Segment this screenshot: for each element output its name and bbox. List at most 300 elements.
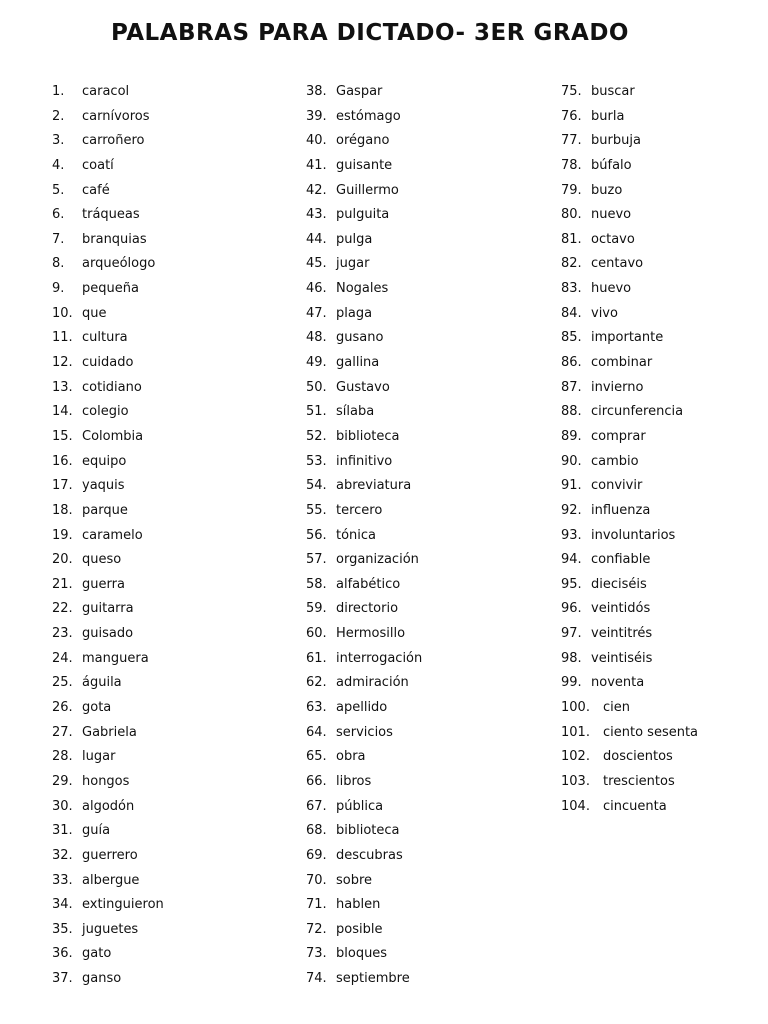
item-word: octavo — [591, 231, 635, 247]
item-word: pequeña — [82, 281, 139, 297]
item-number: 43. — [306, 207, 327, 223]
item-word: Gabriela — [82, 724, 137, 740]
item-word: hongos — [82, 773, 130, 789]
item-number: 65. — [306, 749, 327, 765]
word-item — [52, 499, 292, 524]
item-number: 26. — [52, 700, 73, 716]
word-item — [306, 105, 556, 130]
word-item — [52, 277, 292, 302]
word-item — [561, 277, 761, 302]
item-number: 31. — [52, 823, 73, 839]
word-item — [52, 918, 292, 943]
word-item — [561, 548, 761, 573]
word-item — [306, 252, 556, 277]
item-number: 56. — [306, 527, 327, 543]
item-number: 71. — [306, 897, 327, 913]
item-number: 42. — [306, 182, 327, 198]
item-word: libros — [336, 773, 372, 789]
item-word: jugar — [336, 256, 370, 272]
word-item — [52, 622, 292, 647]
item-number: 78. — [561, 157, 582, 173]
item-number: 33. — [52, 872, 73, 888]
word-item — [306, 326, 556, 351]
item-word: búfalo — [591, 157, 632, 173]
word-item — [306, 376, 556, 401]
item-word: apellido — [336, 700, 388, 716]
item-number: 38. — [306, 84, 327, 99]
item-number: 14. — [52, 404, 73, 420]
word-item — [52, 302, 292, 327]
word-item — [561, 499, 761, 524]
item-number: 27. — [52, 724, 73, 740]
item-word: albergue — [82, 872, 140, 888]
word-item — [52, 203, 292, 228]
item-word: cultura — [82, 330, 128, 346]
item-number: 9. — [52, 281, 65, 297]
item-word: Nogales — [336, 281, 389, 297]
item-word: tráqueas — [82, 207, 140, 223]
word-item — [306, 869, 556, 894]
item-word: gota — [82, 700, 112, 716]
item-number: 18. — [52, 502, 73, 518]
item-number: 12. — [52, 355, 73, 371]
word-item — [52, 129, 292, 154]
item-number: 55. — [306, 502, 327, 518]
item-word: Gaspar — [336, 84, 383, 99]
item-word: yaquis — [82, 478, 125, 494]
word-item — [52, 179, 292, 204]
item-number: 6. — [52, 207, 65, 223]
item-word: posible — [336, 921, 383, 937]
item-number: 41. — [306, 157, 327, 173]
word-item — [52, 942, 292, 967]
item-number: 29. — [52, 773, 73, 789]
word-item — [306, 302, 556, 327]
item-word: veintidós — [591, 601, 651, 617]
item-word: Gustavo — [336, 379, 390, 395]
item-number: 48. — [306, 330, 327, 346]
word-item — [52, 597, 292, 622]
item-word: Hermosillo — [336, 626, 406, 642]
word-item — [561, 770, 761, 795]
item-word: equipo — [82, 453, 127, 469]
item-word: pulga — [336, 231, 373, 247]
word-item — [306, 129, 556, 154]
word-item — [561, 647, 761, 672]
word-item — [306, 647, 556, 672]
item-word: descubras — [336, 847, 403, 863]
item-number: 67. — [306, 798, 327, 814]
item-word: parque — [82, 502, 128, 518]
item-word: cambio — [591, 453, 639, 469]
item-word: queso — [82, 552, 122, 568]
word-item — [52, 869, 292, 894]
item-word: caramelo — [82, 527, 143, 543]
word-item — [52, 425, 292, 450]
item-number: 7. — [52, 231, 65, 247]
item-number: 47. — [306, 305, 327, 321]
item-word: algodón — [82, 798, 135, 814]
item-word: sobre — [336, 872, 373, 888]
word-item — [561, 671, 761, 696]
item-word: lugar — [82, 749, 116, 765]
item-number: 24. — [52, 650, 73, 666]
word-item — [561, 129, 761, 154]
item-number: 2. — [52, 108, 65, 124]
word-item — [52, 696, 292, 721]
item-word: buzo — [591, 182, 623, 198]
item-number: 81. — [561, 231, 582, 247]
item-number: 8. — [52, 256, 65, 272]
item-number: 34. — [52, 897, 73, 913]
word-item — [52, 967, 292, 992]
item-number: 73. — [306, 946, 327, 962]
item-word: cotidiano — [82, 379, 142, 395]
item-word: invierno — [591, 379, 644, 395]
word-item — [306, 351, 556, 376]
item-word: importante — [591, 330, 664, 346]
item-word: coatí — [82, 157, 114, 173]
item-word: burla — [591, 108, 625, 124]
item-number: 19. — [52, 527, 73, 543]
item-word: huevo — [591, 281, 632, 297]
item-number: 103. — [561, 773, 590, 789]
item-word: arqueólogo — [82, 256, 156, 272]
item-number: 90. — [561, 453, 582, 469]
item-word: guerra — [82, 576, 125, 592]
item-word: tónica — [336, 527, 377, 543]
item-number: 25. — [52, 675, 73, 691]
item-number: 85. — [561, 330, 582, 346]
item-word: Guillermo — [336, 182, 399, 198]
item-number: 60. — [306, 626, 327, 642]
item-number: 40. — [306, 133, 327, 149]
word-item — [52, 105, 292, 130]
item-number: 100. — [561, 700, 590, 716]
item-number: 46. — [306, 281, 327, 297]
item-word: guisante — [336, 157, 393, 173]
word-item — [561, 400, 761, 425]
item-number: 5. — [52, 182, 65, 198]
word-item — [306, 80, 556, 105]
item-word: abreviatura — [336, 478, 412, 494]
item-word: trescientos — [603, 773, 675, 789]
word-item — [306, 524, 556, 549]
page-title: PALABRAS PARA DICTADO- 3ER GRADO — [110, 20, 629, 46]
item-number: 50. — [306, 379, 327, 395]
item-word: café — [82, 182, 110, 198]
word-item — [561, 154, 761, 179]
item-number: 51. — [306, 404, 327, 420]
item-word: bloques — [336, 946, 388, 962]
word-item — [306, 721, 556, 746]
word-item — [306, 893, 556, 918]
item-word: sílaba — [336, 404, 375, 420]
item-number: 57. — [306, 552, 327, 568]
word-item — [306, 942, 556, 967]
item-number: 98. — [561, 650, 582, 666]
item-word: doscientos — [603, 749, 673, 765]
item-word: cincuenta — [603, 798, 667, 814]
item-number: 16. — [52, 453, 73, 469]
word-item — [52, 548, 292, 573]
item-word: gato — [82, 946, 112, 962]
item-word: buscar — [591, 84, 635, 99]
item-number: 94. — [561, 552, 582, 568]
item-number: 70. — [306, 872, 327, 888]
item-word: centavo — [591, 256, 644, 272]
item-number: 93. — [561, 527, 582, 543]
item-word: nuevo — [591, 207, 632, 223]
item-word: cuidado — [82, 355, 134, 371]
word-item — [52, 376, 292, 401]
item-word: ganso — [82, 971, 122, 987]
word-item — [52, 721, 292, 746]
item-word: hablen — [336, 897, 381, 913]
item-word: alfabético — [336, 576, 401, 592]
word-item — [561, 105, 761, 130]
word-item — [561, 179, 761, 204]
item-word: cien — [603, 700, 630, 716]
word-item — [52, 326, 292, 351]
word-item — [306, 228, 556, 253]
item-number: 80. — [561, 207, 582, 223]
item-number: 79. — [561, 182, 582, 198]
item-number: 87. — [561, 379, 582, 395]
item-number: 1. — [52, 84, 65, 99]
item-word: circunferencia — [591, 404, 684, 420]
word-item — [561, 302, 761, 327]
item-number: 99. — [561, 675, 582, 691]
item-number: 61. — [306, 650, 327, 666]
item-word: dieciséis — [591, 576, 647, 592]
item-word: pública — [336, 798, 384, 814]
word-item — [306, 573, 556, 598]
item-number: 64. — [306, 724, 327, 740]
word-item — [52, 745, 292, 770]
item-number: 37. — [52, 971, 73, 987]
item-word: infinitivo — [336, 453, 393, 469]
item-word: guía — [82, 823, 111, 839]
word-item — [306, 967, 556, 992]
item-number: 74. — [306, 971, 327, 987]
word-item — [561, 795, 761, 820]
word-item — [52, 351, 292, 376]
item-word: vivo — [591, 305, 618, 321]
item-number: 39. — [306, 108, 327, 124]
item-word: gallina — [336, 355, 380, 371]
word-item — [561, 80, 761, 105]
word-item — [561, 351, 761, 376]
word-item — [52, 844, 292, 869]
item-number: 92. — [561, 502, 582, 518]
item-number: 28. — [52, 749, 73, 765]
item-number: 22. — [52, 601, 73, 617]
word-item — [306, 844, 556, 869]
item-word: branquias — [82, 231, 147, 247]
item-number: 4. — [52, 157, 65, 173]
item-number: 10. — [52, 305, 73, 321]
item-word: confiable — [591, 552, 651, 568]
item-number: 21. — [52, 576, 73, 592]
item-word: influenza — [591, 502, 651, 518]
word-item — [306, 918, 556, 943]
word-item — [561, 326, 761, 351]
word-item — [306, 400, 556, 425]
word-item — [561, 474, 761, 499]
item-number: 59. — [306, 601, 327, 617]
word-item — [306, 548, 556, 573]
item-word: ciento sesenta — [603, 724, 699, 740]
word-item — [52, 252, 292, 277]
item-number: 15. — [52, 428, 73, 444]
item-number: 66. — [306, 773, 327, 789]
word-item — [561, 745, 761, 770]
word-item — [561, 425, 761, 450]
item-word: guisado — [82, 626, 134, 642]
word-item — [52, 524, 292, 549]
item-word: organización — [336, 552, 419, 568]
item-number: 3. — [52, 133, 65, 149]
word-item — [306, 179, 556, 204]
item-number: 102. — [561, 749, 590, 765]
item-word: colegio — [82, 404, 129, 420]
item-number: 11. — [52, 330, 73, 346]
item-word: estómago — [336, 108, 401, 124]
item-word: noventa — [591, 675, 645, 691]
item-number: 91. — [561, 478, 582, 494]
item-word: carnívoros — [82, 108, 150, 124]
item-number: 69. — [306, 847, 327, 863]
item-number: 84. — [561, 305, 582, 321]
item-number: 77. — [561, 133, 582, 149]
word-item — [561, 228, 761, 253]
item-word: orégano — [336, 133, 390, 149]
item-word: comprar — [591, 428, 646, 444]
word-item — [306, 474, 556, 499]
item-number: 32. — [52, 847, 73, 863]
word-item — [306, 795, 556, 820]
item-word: águila — [82, 675, 122, 691]
word-item — [306, 745, 556, 770]
item-number: 58. — [306, 576, 327, 592]
item-word: involuntarios — [591, 527, 676, 543]
item-number: 68. — [306, 823, 327, 839]
item-number: 23. — [52, 626, 73, 642]
word-item — [306, 203, 556, 228]
word-item — [306, 696, 556, 721]
word-item — [306, 277, 556, 302]
item-word: pulguita — [336, 207, 390, 223]
word-item — [306, 154, 556, 179]
word-item — [561, 597, 761, 622]
word-item — [306, 770, 556, 795]
item-word: directorio — [336, 601, 399, 617]
word-item — [306, 450, 556, 475]
item-number: 76. — [561, 108, 582, 124]
item-word: burbuja — [591, 133, 641, 149]
word-item — [561, 721, 761, 746]
item-word: biblioteca — [336, 823, 400, 839]
word-item — [52, 671, 292, 696]
item-word: guitarra — [82, 601, 134, 617]
word-item — [561, 622, 761, 647]
item-number: 88. — [561, 404, 582, 420]
item-number: 101. — [561, 724, 590, 740]
item-word: tercero — [336, 502, 383, 518]
word-column-1 — [52, 80, 292, 992]
word-item — [561, 252, 761, 277]
item-number: 95. — [561, 576, 582, 592]
item-number: 89. — [561, 428, 582, 444]
word-item — [561, 696, 761, 721]
item-word: biblioteca — [336, 428, 400, 444]
item-number: 36. — [52, 946, 73, 962]
word-item — [52, 795, 292, 820]
item-number: 20. — [52, 552, 73, 568]
item-word: admiración — [336, 675, 409, 691]
word-item — [306, 819, 556, 844]
item-number: 97. — [561, 626, 582, 642]
word-item — [561, 376, 761, 401]
item-word: convivir — [591, 478, 643, 494]
word-item — [52, 770, 292, 795]
word-item — [306, 671, 556, 696]
word-item — [52, 647, 292, 672]
word-item — [561, 203, 761, 228]
word-item — [52, 154, 292, 179]
item-number: 96. — [561, 601, 582, 617]
item-word: manguera — [82, 650, 149, 666]
word-item — [52, 819, 292, 844]
word-item — [52, 474, 292, 499]
word-item — [306, 425, 556, 450]
item-number: 104. — [561, 798, 590, 814]
word-item — [306, 499, 556, 524]
item-number: 53. — [306, 453, 327, 469]
word-item — [561, 573, 761, 598]
item-word: Colombia — [82, 428, 144, 444]
word-item — [52, 450, 292, 475]
word-item — [306, 597, 556, 622]
word-column-2 — [306, 80, 556, 992]
item-word: caracol — [82, 84, 130, 99]
word-item — [561, 450, 761, 475]
item-number: 75. — [561, 84, 582, 99]
item-word: extinguieron — [82, 897, 164, 913]
item-word: juguetes — [82, 921, 139, 937]
item-number: 54. — [306, 478, 327, 494]
word-item — [52, 400, 292, 425]
item-number: 49. — [306, 355, 327, 371]
word-column-3 — [561, 80, 761, 819]
item-word: combinar — [591, 355, 653, 371]
item-number: 72. — [306, 921, 327, 937]
item-number: 63. — [306, 700, 327, 716]
item-word: carroñero — [82, 133, 145, 149]
item-word: guerrero — [82, 847, 138, 863]
item-number: 13. — [52, 379, 73, 395]
item-word: obra — [336, 749, 366, 765]
item-number: 52. — [306, 428, 327, 444]
item-number: 82. — [561, 256, 582, 272]
item-number: 44. — [306, 231, 327, 247]
word-item — [52, 228, 292, 253]
word-item — [561, 524, 761, 549]
item-word: veintiséis — [591, 650, 653, 666]
item-word: servicios — [336, 724, 393, 740]
word-item — [306, 622, 556, 647]
